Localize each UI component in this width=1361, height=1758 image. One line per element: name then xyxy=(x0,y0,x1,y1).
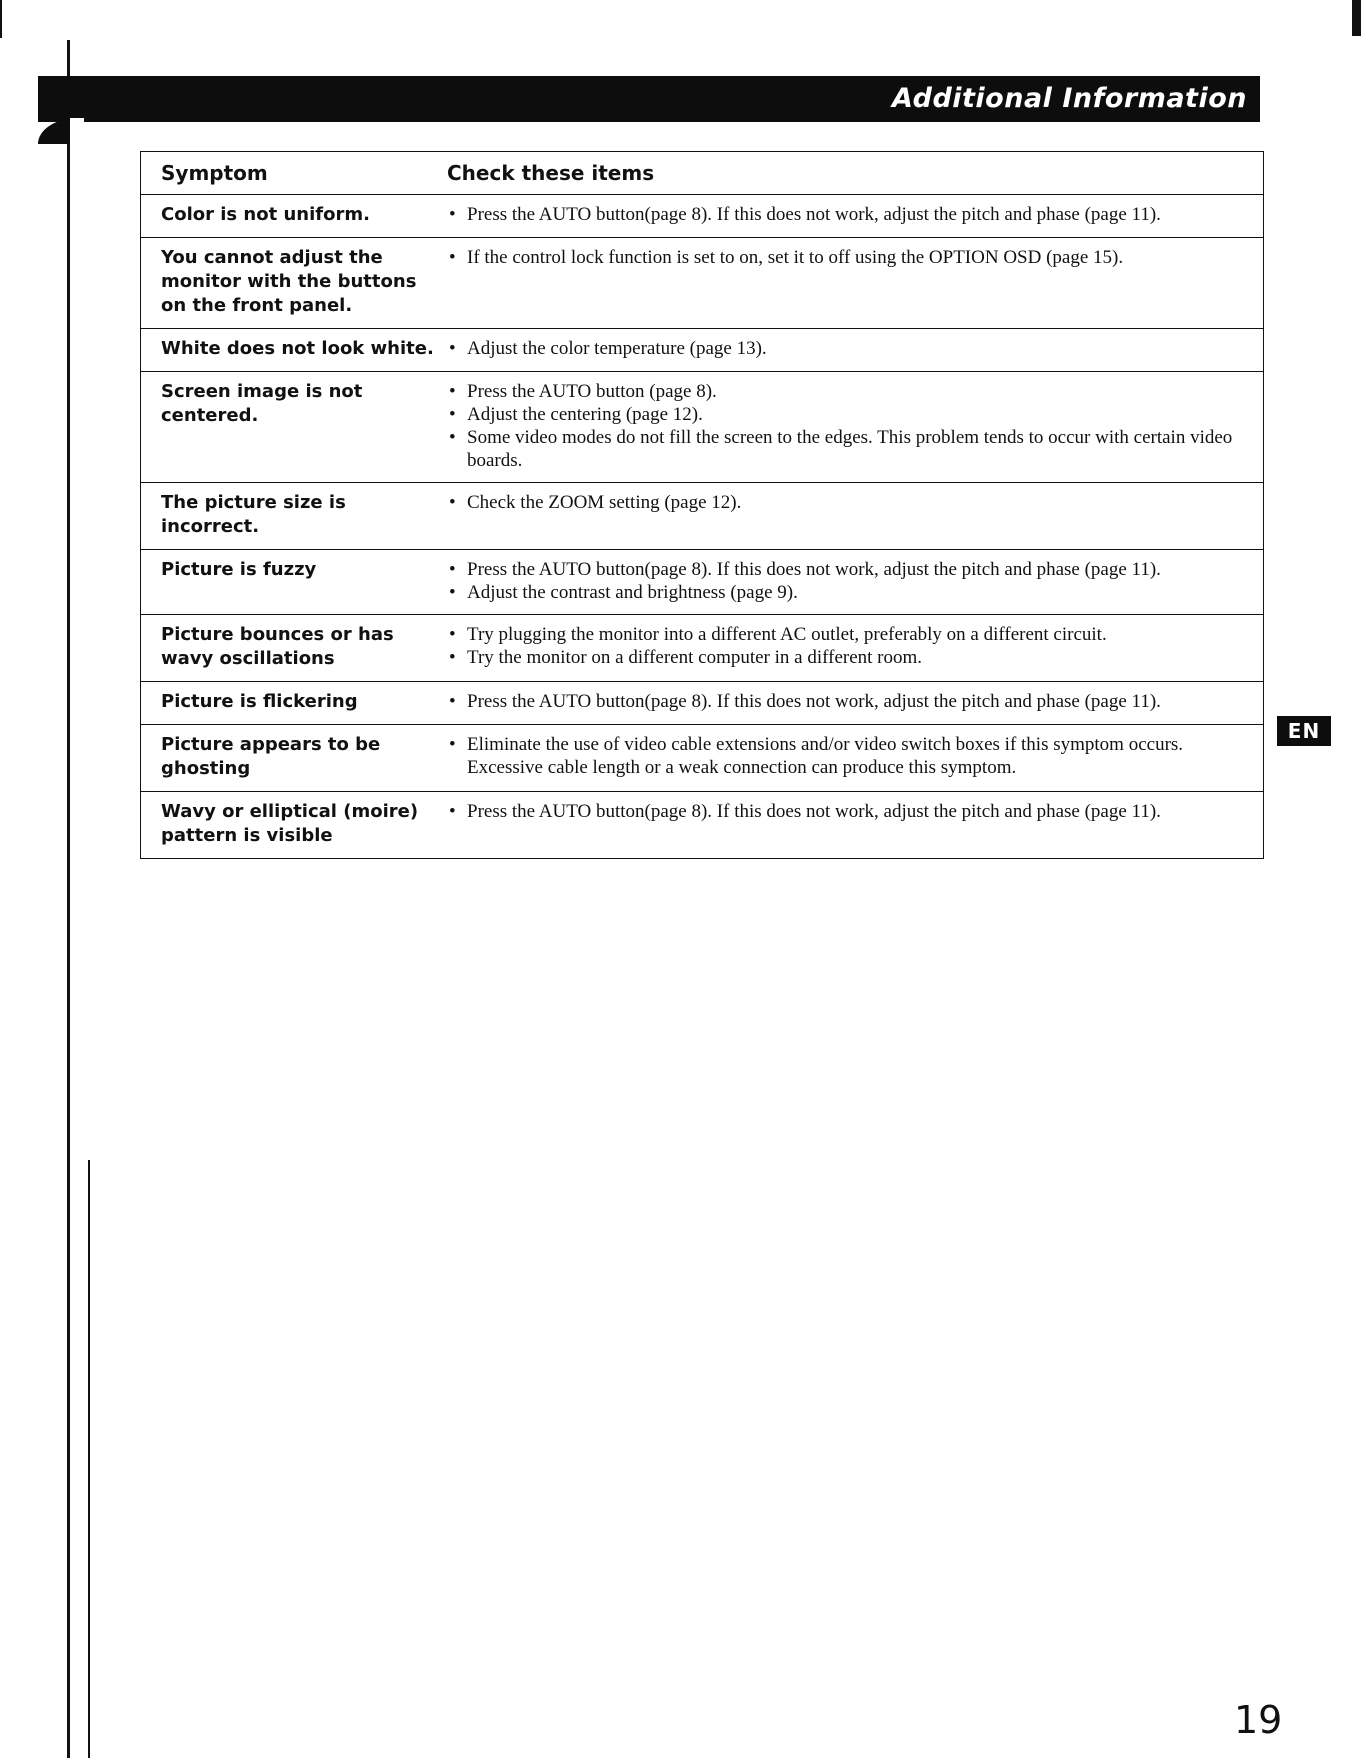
check-items-list xyxy=(447,337,1253,360)
check-items-cell xyxy=(447,372,1264,483)
bullet-icon: • xyxy=(449,734,456,755)
check-items-list xyxy=(447,690,1253,713)
check-item-text: Try the monitor on a different computer in a different room. xyxy=(467,647,923,668)
check-item-text: Eliminate the use of video cable extensions and/or video switch boxes if this symptom occurs. Excessive cable length or a weak connection can produce this symptom. xyxy=(467,734,1184,778)
table-body xyxy=(141,195,1264,859)
bullet-icon: • xyxy=(449,247,456,268)
check-item xyxy=(447,646,1253,669)
table-header-row xyxy=(141,152,1264,195)
check-items-list xyxy=(447,733,1253,779)
bullet-icon: • xyxy=(449,559,456,580)
check-item xyxy=(447,800,1253,823)
check-item xyxy=(447,581,1253,604)
left-margin-rule xyxy=(88,1160,90,1758)
table-row xyxy=(141,372,1264,483)
check-item-text: Adjust the contrast and brightness (page 9). xyxy=(467,582,798,603)
troubleshooting-table xyxy=(140,151,1264,859)
check-item-text: Press the AUTO button(page 8). If this does not work, adjust the pitch and phase (page 11). xyxy=(467,204,1161,225)
page-number: 19 xyxy=(1234,1698,1283,1742)
column-header-symptom: Symptom xyxy=(141,152,448,195)
check-item xyxy=(447,380,1253,403)
check-items-cell xyxy=(447,483,1264,550)
table-row xyxy=(141,483,1264,550)
check-items-cell xyxy=(447,725,1264,792)
scan-edge-mark xyxy=(0,0,2,38)
check-item-text: Some video modes do not fill the screen to the edges. This problem tends to occur with certain video boards. xyxy=(467,427,1233,471)
check-item-text: Adjust the color temperature (page 13). xyxy=(467,338,767,359)
check-item-text: Press the AUTO button(page 8). If this does not work, adjust the pitch and phase (page 11). xyxy=(467,801,1161,822)
bullet-icon: • xyxy=(449,582,456,603)
table-row xyxy=(141,725,1264,792)
check-item xyxy=(447,337,1253,360)
check-item xyxy=(447,426,1253,472)
bullet-icon: • xyxy=(449,647,456,668)
scan-edge-mark xyxy=(1352,0,1361,36)
bullet-icon: • xyxy=(449,624,456,645)
left-margin-rule xyxy=(67,40,70,1758)
table-row xyxy=(141,682,1264,725)
language-tab: EN xyxy=(1277,716,1331,746)
check-item xyxy=(447,246,1253,269)
check-items-cell xyxy=(447,195,1264,238)
table-row xyxy=(141,550,1264,615)
check-item xyxy=(447,690,1253,713)
symptom-cell: The picture size is incorrect. xyxy=(141,483,448,550)
check-item-text: Check the ZOOM setting (page 12). xyxy=(467,492,742,513)
table-row xyxy=(141,792,1264,859)
check-items-cell xyxy=(447,550,1264,615)
check-item-text: If the control lock function is set to on, set it to off using the OPTION OSD (page 15). xyxy=(467,247,1124,268)
check-item xyxy=(447,491,1253,514)
check-item-text: Adjust the centering (page 12). xyxy=(467,404,703,425)
check-item xyxy=(447,403,1253,426)
check-items-cell xyxy=(447,682,1264,725)
bullet-icon: • xyxy=(449,338,456,359)
check-item xyxy=(447,623,1253,646)
check-item xyxy=(447,203,1253,226)
table-row xyxy=(141,615,1264,682)
bullet-icon: • xyxy=(449,691,456,712)
check-items-cell xyxy=(447,615,1264,682)
bullet-icon: • xyxy=(449,381,456,402)
troubleshooting-table-wrap xyxy=(140,151,1264,859)
check-items-list xyxy=(447,380,1253,472)
check-items-cell xyxy=(447,329,1264,372)
check-item xyxy=(447,733,1253,779)
bullet-icon: • xyxy=(449,801,456,822)
symptom-cell: You cannot adjust the monitor with the buttons on the front panel. xyxy=(141,238,448,329)
bullet-icon: • xyxy=(449,404,456,425)
check-item xyxy=(447,558,1253,581)
section-title: Additional Information xyxy=(892,83,1247,114)
check-item-text: Press the AUTO button(page 8). If this does not work, adjust the pitch and phase (page 11). xyxy=(467,691,1161,712)
table-row xyxy=(141,195,1264,238)
check-items-cell xyxy=(447,238,1264,329)
bullet-icon: • xyxy=(449,427,456,448)
check-items-list xyxy=(447,558,1253,604)
check-items-list xyxy=(447,491,1253,514)
check-items-list xyxy=(447,623,1253,669)
table-row xyxy=(141,329,1264,372)
symptom-cell: Picture appears to be ghosting xyxy=(141,725,448,792)
symptom-cell: Picture bounces or has wavy oscillations xyxy=(141,615,448,682)
symptom-cell: White does not look white. xyxy=(141,329,448,372)
check-item-text: Press the AUTO button (page 8). xyxy=(467,381,717,402)
column-header-check: Check these items xyxy=(447,152,1264,195)
symptom-cell: Color is not uniform. xyxy=(141,195,448,238)
symptom-cell: Screen image is not centered. xyxy=(141,372,448,483)
check-items-list xyxy=(447,203,1253,226)
check-item-text: Try plugging the monitor into a different AC outlet, preferably on a different circuit. xyxy=(467,624,1107,645)
check-items-list xyxy=(447,800,1253,823)
symptom-cell: Picture is flickering xyxy=(141,682,448,725)
symptom-cell: Picture is fuzzy xyxy=(141,550,448,615)
check-item-text: Press the AUTO button(page 8). If this does not work, adjust the pitch and phase (page 11). xyxy=(467,559,1161,580)
check-items-cell xyxy=(447,792,1264,859)
symptom-cell: Wavy or elliptical (moire) pattern is visible xyxy=(141,792,448,859)
table-row xyxy=(141,238,1264,329)
bullet-icon: • xyxy=(449,204,456,225)
check-items-list xyxy=(447,246,1253,269)
bullet-icon: • xyxy=(449,492,456,513)
